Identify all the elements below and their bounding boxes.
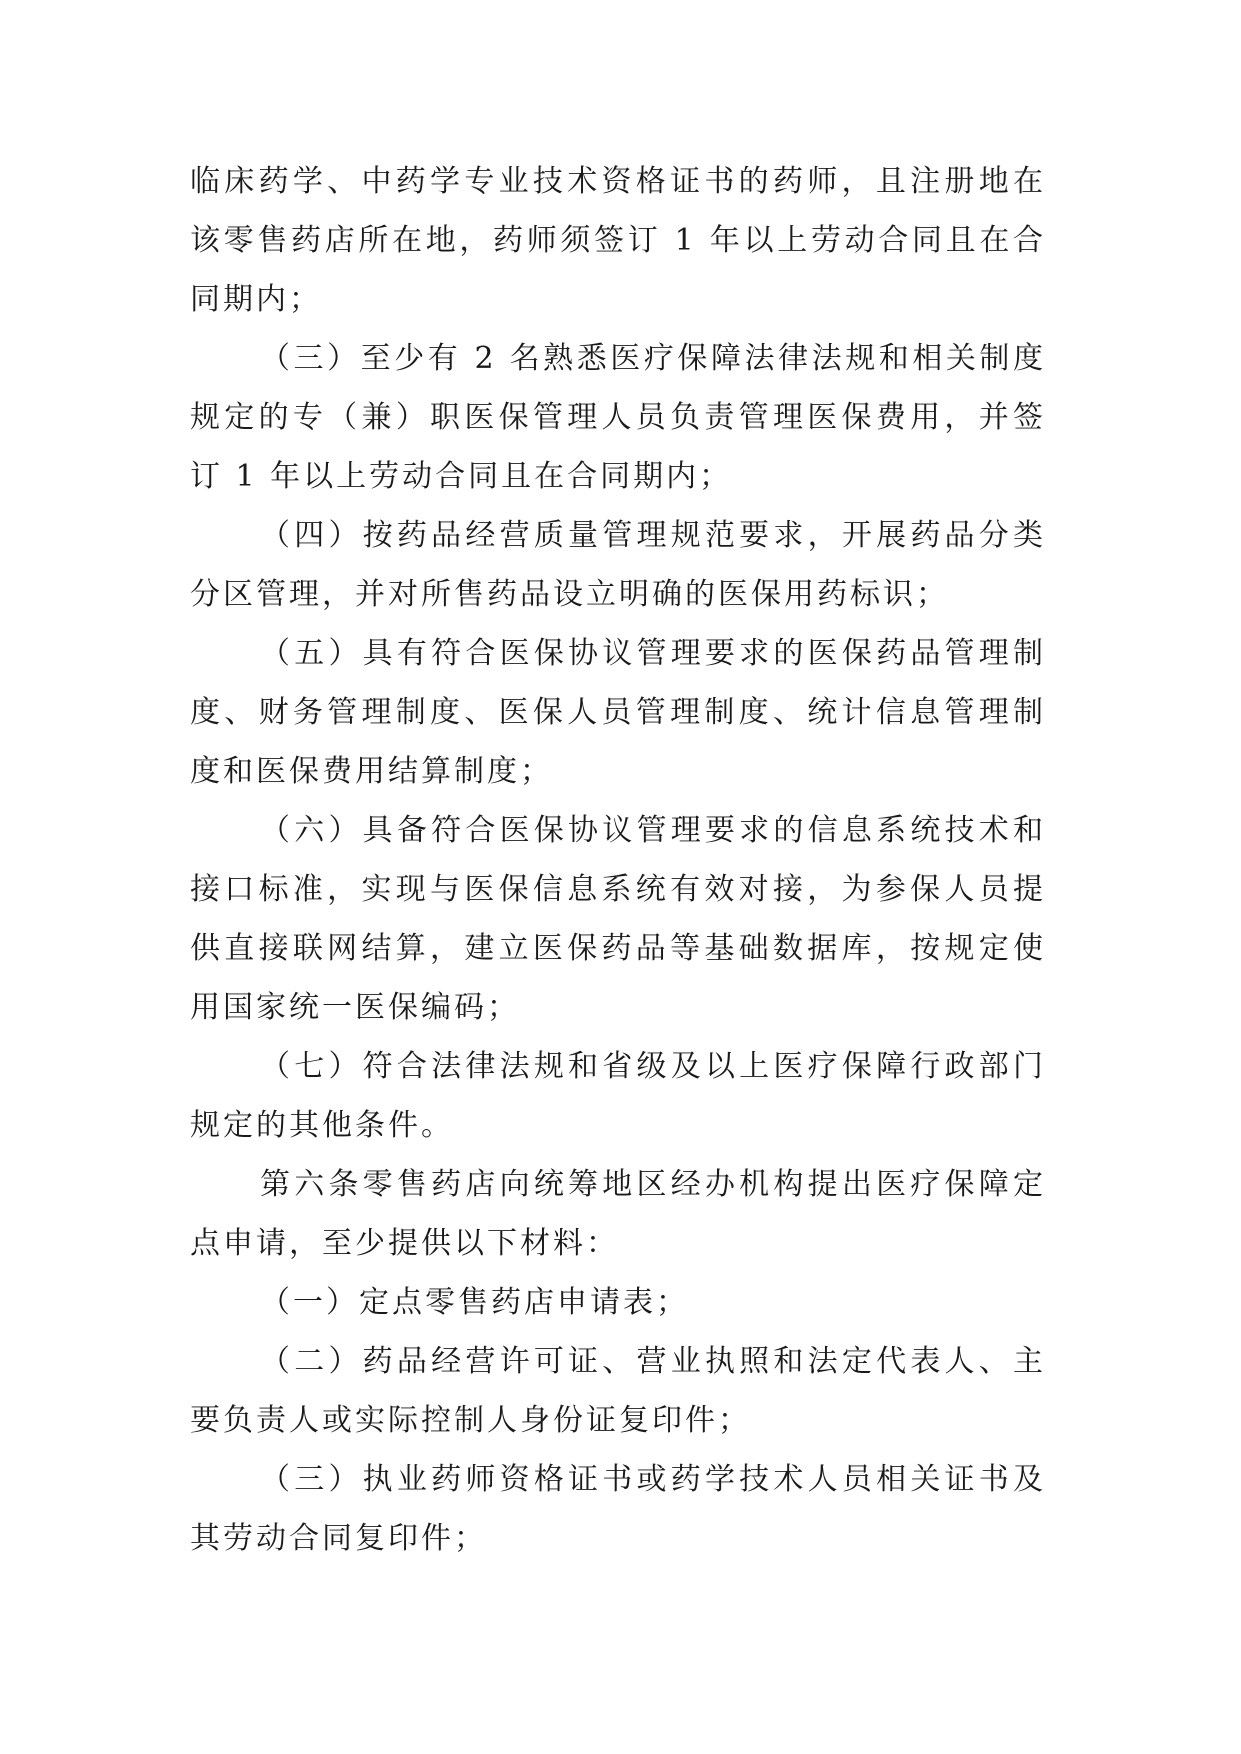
paragraph-item-3-insurance-staff: （三）至少有 2 名熟悉医疗保障法律法规和相关制度规定的专（兼）职医保管理人员负责管理医保费用，并签订 1 年以上劳动合同且在合同期内； (190, 341, 1046, 494)
paragraph-material-3-pharmacist-certificates: （三）执业药师资格证书或药学技术人员相关证书及其劳动合同复印件； (190, 1462, 1046, 1556)
document-body (190, 152, 1046, 1568)
paragraph-material-2-licenses: （二）药品经营许可证、营业执照和法定代表人、主要负责人或实际控制人身份证复印件； (190, 1344, 1046, 1438)
paragraph-material-1-application-form: （一）定点零售药店申请表； (260, 1285, 689, 1320)
paragraph-item-4-drug-zoning: （四）按药品经营质量管理规范要求，开展药品分类分区管理，并对所售药品设立明确的医保用药标识； (190, 518, 1046, 612)
paragraph-item-7-other-conditions: （七）符合法律法规和省级及以上医疗保障行政部门规定的其他条件。 (190, 1049, 1046, 1143)
paragraph-item-5-management-systems: （五）具有符合医保协议管理要求的医保药品管理制度、财务管理制度、医保人员管理制度、统计信息管理制度和医保费用结算制度； (190, 636, 1046, 789)
paragraph-pharmacist-requirement-cont: 临床药学、中药学专业技术资格证书的药师，且注册地在该零售药店所在地，药师须签订 1 年以上劳动合同且在合同期内； (190, 164, 1046, 317)
paragraph-item-6-information-system: （六）具备符合医保协议管理要求的信息系统技术和接口标准，实现与医保信息系统有效对接，为参保人员提供直接联网结算，建立医保药品等基础数据库，按规定使用国家统一医保编码； (190, 813, 1046, 1025)
paragraph-article-6: 第六条零售药店向统筹地区经办机构提出医疗保障定点申请，至少提供以下材料： (190, 1167, 1046, 1261)
